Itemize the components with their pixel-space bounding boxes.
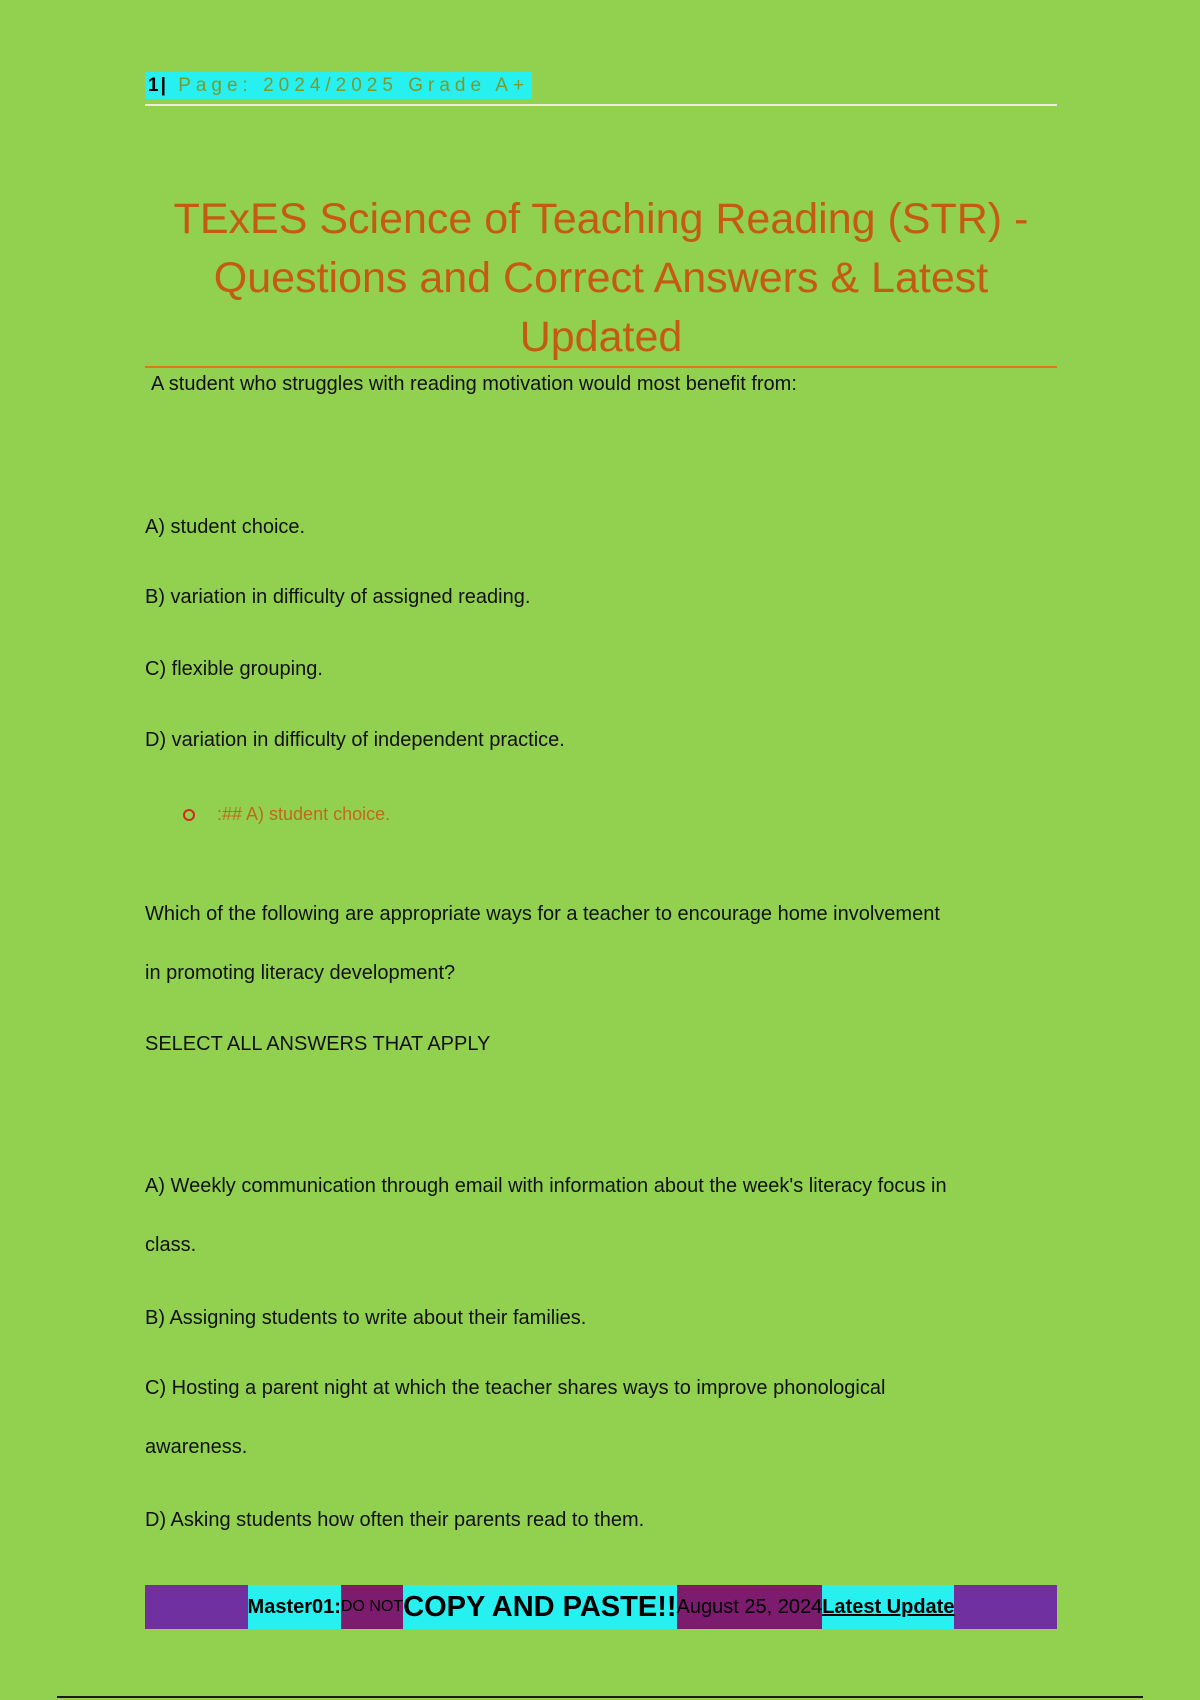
question-1-answer-text: :## A) student choice. xyxy=(217,804,391,824)
question-2-instruction: SELECT ALL ANSWERS THAT APPLY xyxy=(145,1033,491,1055)
circle-bullet-icon xyxy=(183,809,195,821)
question-2-prompt-line-2: in promoting literacy development? xyxy=(145,962,456,984)
title-line-1: TExES Science of Teaching Reading (STR) - xyxy=(173,195,1029,243)
question-2-option-c-line-1: C) Hosting a parent night at which the teacher shares ways to improve phonological xyxy=(145,1377,886,1399)
page-number: 1 xyxy=(148,75,161,96)
document-title xyxy=(145,190,1057,367)
title-line-3: Updated xyxy=(519,313,683,361)
page-separator: | xyxy=(160,75,168,96)
title-line-2: Questions and Correct Answers & Latest xyxy=(213,254,989,302)
page-bottom-rule xyxy=(57,1696,1143,1698)
footer-latest-update: Latest Update xyxy=(822,1585,954,1629)
footer-date: August 25, 2024 xyxy=(677,1585,823,1629)
footer-do-not: DO NOT xyxy=(341,1585,403,1629)
page-header-text: Page: 2024/2025 Grade A+ xyxy=(178,75,530,96)
footer-master-label: Master01: xyxy=(248,1585,341,1629)
question-1-option-b: B) variation in difficulty of assigned reading. xyxy=(145,586,531,608)
question-1-prompt: A student who struggles with reading motivation would most benefit from: xyxy=(151,373,797,395)
question-2-option-a-line-1: A) Weekly communication through email with information about the week's literacy focus in xyxy=(145,1175,947,1197)
question-2-option-a-line-2: class. xyxy=(145,1234,197,1256)
question-2-prompt-line-1: Which of the following are appropriate ways for a teacher to encourage home involvement xyxy=(145,903,940,925)
question-2-option-b: B) Assigning students to write about their families. xyxy=(145,1307,587,1329)
footer-banner xyxy=(145,1585,1057,1629)
question-1-option-a: A) student choice. xyxy=(145,516,306,538)
footer-copy-warning: COPY AND PASTE!! xyxy=(403,1585,676,1629)
page-header xyxy=(145,72,1057,106)
question-1-option-c: C) flexible grouping. xyxy=(145,658,323,680)
question-2-option-c-line-2: awareness. xyxy=(145,1436,248,1458)
question-1-answer xyxy=(183,804,390,825)
title-divider xyxy=(145,366,1057,368)
question-2-option-d: D) Asking students how often their parents read to them. xyxy=(145,1509,645,1531)
question-1-option-d: D) variation in difficulty of independent practice. xyxy=(145,729,565,751)
page-header-label xyxy=(145,72,532,99)
